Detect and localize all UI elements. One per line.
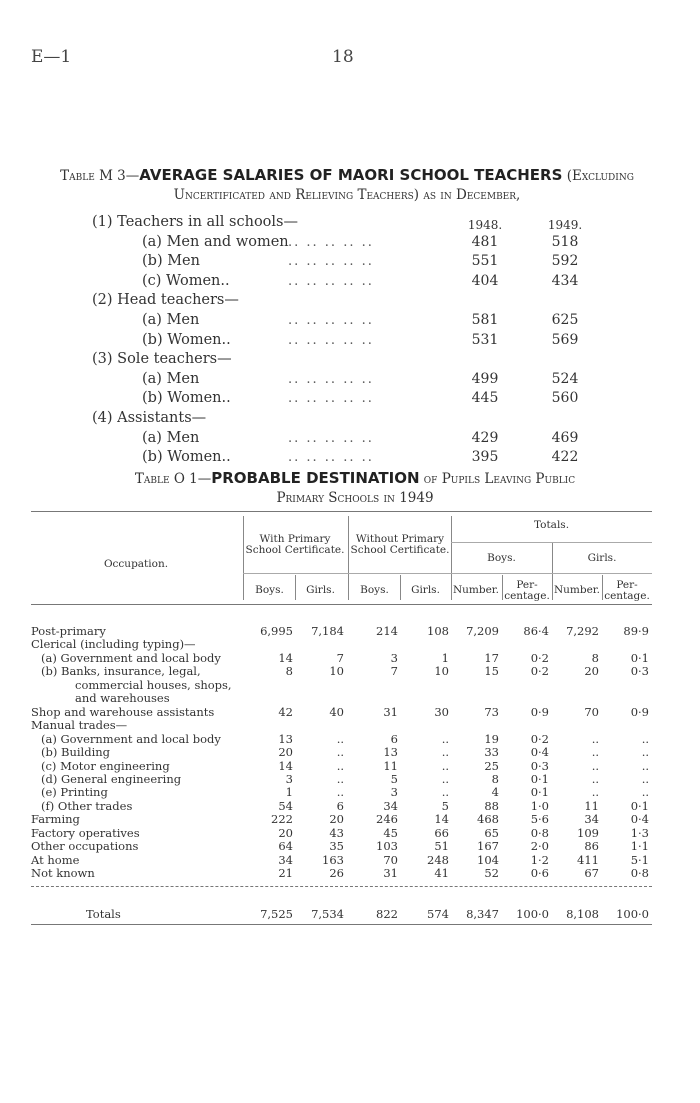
table-bottom-rule bbox=[31, 924, 652, 925]
leader-dots: .. .. .. .. .. bbox=[288, 273, 374, 289]
table-cell: 109 bbox=[577, 825, 599, 840]
table-cell: 6,995 bbox=[260, 624, 293, 638]
table-cell: 5 bbox=[390, 771, 398, 786]
row-label: Other occupations bbox=[31, 839, 139, 854]
value-1948: 481 bbox=[471, 233, 499, 250]
table-cell: 65 bbox=[484, 825, 499, 840]
col-divider bbox=[552, 543, 553, 600]
table-cell: 15 bbox=[484, 664, 499, 679]
table-cell: 0·2 bbox=[530, 731, 549, 746]
header-totals: Totals. bbox=[533, 519, 570, 531]
table-cell: 13 bbox=[278, 731, 293, 746]
table-o1-title: Table O 1—PROBABLE DESTINATION of Pupils Leaving Public Primary Schools in 1949 bbox=[134, 469, 576, 506]
table-cell: 163 bbox=[322, 852, 344, 867]
header-occupation: Occupation. bbox=[103, 558, 169, 570]
table-cell: 0·4 bbox=[530, 745, 549, 760]
row-label: (a) Government and local body bbox=[41, 731, 221, 746]
table-cell: 7 bbox=[390, 664, 398, 679]
group-label: (3) Sole teachers— bbox=[92, 351, 232, 368]
table-cell: 86·4 bbox=[523, 624, 549, 638]
value-1949: 469 bbox=[551, 429, 579, 446]
table-cell: 21 bbox=[278, 866, 293, 881]
table-m3-title: Table M 3—AVERAGE SALARIES OF MAORI SCHOOL TEACHERS (Excluding Uncertificated and Relieving Teachers) as in December, bbox=[60, 166, 634, 203]
table-m3-title-rest1: (Excluding bbox=[566, 168, 634, 184]
table-cell: 248 bbox=[427, 852, 449, 867]
header-with-boys: Boys. bbox=[255, 584, 284, 596]
table-cell: 7,209 bbox=[466, 624, 499, 638]
row-label: Factory operatives bbox=[31, 825, 140, 840]
table-cell: .. bbox=[641, 785, 649, 800]
table-cell: 167 bbox=[477, 839, 499, 854]
table-cell: 468 bbox=[477, 812, 499, 827]
value-1948: 551 bbox=[471, 253, 499, 270]
table-m3-prefix: Table M 3 bbox=[60, 168, 126, 184]
table-cell: .. bbox=[441, 731, 449, 746]
totals-cell: 8,108 bbox=[566, 907, 599, 921]
value-1949: 524 bbox=[551, 370, 579, 387]
table-cell: 5·6 bbox=[530, 812, 549, 827]
table-cell: 70 bbox=[584, 704, 599, 719]
table-cell: 1·2 bbox=[530, 852, 549, 867]
table-cell: 222 bbox=[271, 812, 293, 827]
row-label: (a) Men bbox=[142, 312, 200, 328]
table-cell: .. bbox=[641, 731, 649, 746]
table-cell: 52 bbox=[484, 866, 499, 881]
header-with-cert: With Primary School Certificate. bbox=[245, 533, 345, 556]
col-divider bbox=[348, 516, 349, 600]
value-1948: 429 bbox=[471, 429, 499, 446]
table-cell: 34 bbox=[278, 852, 293, 867]
table-cell: .. bbox=[441, 758, 449, 773]
col-divider bbox=[400, 575, 401, 600]
table-cell: 17 bbox=[484, 650, 499, 665]
table-cell: 20 bbox=[584, 664, 599, 679]
row-label: (e) Printing bbox=[41, 785, 108, 800]
leader-dots: .. .. .. .. .. bbox=[288, 234, 374, 250]
row-label: (c) Women.. bbox=[142, 272, 230, 289]
table-cell: 0·1 bbox=[530, 771, 549, 786]
table-cell: 54 bbox=[278, 798, 293, 813]
row-label: (a) Men bbox=[142, 429, 200, 446]
table-cell: 4 bbox=[491, 785, 499, 800]
table-cell: 14 bbox=[278, 650, 293, 665]
totals-cell: 7,525 bbox=[260, 907, 293, 921]
row-label: (a) Men and women bbox=[142, 233, 289, 250]
table-cell: 0·6 bbox=[530, 866, 549, 881]
table-top-rule bbox=[31, 511, 652, 512]
table-cell: 108 bbox=[427, 624, 449, 638]
table-cell: 14 bbox=[434, 812, 449, 827]
col-divider bbox=[451, 516, 452, 600]
row-label: (d) General engineering bbox=[41, 771, 182, 786]
table-cell: .. bbox=[441, 785, 449, 800]
table-cell: 214 bbox=[376, 624, 398, 638]
table-cell: .. bbox=[641, 758, 649, 773]
row-label: Not known bbox=[31, 866, 95, 881]
totals-cell: 100·0 bbox=[616, 907, 649, 921]
totals-cell: 100·0 bbox=[516, 907, 549, 921]
leader-dots: .. .. .. .. .. bbox=[288, 371, 374, 387]
table-cell: 14 bbox=[278, 758, 293, 773]
table-cell: 3 bbox=[390, 785, 398, 800]
col-divider bbox=[502, 575, 503, 600]
value-1949: 592 bbox=[551, 253, 579, 270]
table-o1-title-rest1: of Pupils Leaving Public bbox=[423, 471, 576, 487]
row-label: (b) Men bbox=[142, 253, 200, 270]
table-cell: .. bbox=[336, 758, 344, 773]
leader-dots: .. .. .. .. .. bbox=[288, 430, 374, 446]
leader-dots: .. .. .. .. .. bbox=[288, 254, 374, 270]
leader-dots: .. .. .. .. .. bbox=[288, 313, 374, 328]
table-cell: 6 bbox=[390, 731, 398, 746]
table-cell: 5·1 bbox=[630, 852, 649, 867]
value-1949: 625 bbox=[551, 312, 579, 328]
table-o1-title-bold: PROBABLE DESTINATION bbox=[211, 469, 420, 487]
header-girls-percentage: Per-centage. bbox=[604, 579, 650, 602]
table-cell: 11 bbox=[383, 758, 398, 773]
value-1949: 560 bbox=[551, 390, 579, 407]
table-cell: 40 bbox=[329, 704, 344, 719]
totals-cell: 8,347 bbox=[466, 907, 499, 921]
value-1948: 445 bbox=[471, 390, 499, 407]
table-cell: .. bbox=[336, 771, 344, 786]
totals-rule bbox=[31, 886, 652, 887]
table-cell: 411 bbox=[577, 852, 599, 867]
table-cell: 0·3 bbox=[630, 664, 649, 679]
table-m3-title-rest2: Uncertificated and Relieving Teachers) as in December, bbox=[173, 187, 521, 203]
value-1949: 569 bbox=[551, 331, 579, 348]
table-cell: 0·9 bbox=[530, 704, 549, 719]
table-cell: 43 bbox=[329, 825, 344, 840]
table-cell: 0·2 bbox=[530, 664, 549, 679]
row-label: (f) Other trades bbox=[41, 798, 133, 813]
value-1949: 422 bbox=[551, 449, 579, 466]
table-cell: 51 bbox=[434, 839, 449, 854]
table-cell: 103 bbox=[376, 839, 398, 854]
row-label: (b) Banks, insurance, legal, bbox=[41, 664, 201, 679]
table-cell: 66 bbox=[434, 825, 449, 840]
row-label: Shop and warehouse assistants bbox=[31, 704, 215, 719]
table-cell: 45 bbox=[383, 825, 398, 840]
table-cell: 7,292 bbox=[566, 624, 599, 638]
row-label: (a) Men bbox=[142, 370, 200, 387]
table-cell: 10 bbox=[329, 664, 344, 679]
page-ref: E—1 bbox=[31, 47, 72, 67]
table-cell: 31 bbox=[383, 704, 398, 719]
table-cell: 70 bbox=[383, 852, 398, 867]
table-cell: 30 bbox=[434, 704, 449, 719]
table-cell: 13 bbox=[383, 745, 398, 760]
value-1948: 499 bbox=[471, 370, 499, 387]
table-cell: 41 bbox=[434, 866, 449, 881]
year-1949-header: 1949. bbox=[547, 218, 583, 232]
sub-header-rule bbox=[243, 573, 652, 574]
table-cell: 64 bbox=[278, 839, 293, 854]
table-cell: .. bbox=[591, 745, 599, 760]
value-1948: 395 bbox=[471, 449, 499, 466]
table-cell: 0·1 bbox=[630, 798, 649, 813]
header-totals-girls: Girls. bbox=[587, 552, 617, 564]
row-label: (c) Motor engineering bbox=[41, 758, 170, 773]
totals-sub-rule bbox=[451, 542, 652, 543]
header-bottom-rule bbox=[31, 604, 652, 605]
table-cell: 0·3 bbox=[530, 758, 549, 773]
table-cell: 20 bbox=[278, 825, 293, 840]
table-cell: 33 bbox=[484, 745, 499, 760]
value-1948: 581 bbox=[471, 312, 499, 328]
table-cell: 7,184 bbox=[311, 624, 344, 638]
row-label: Post-primary bbox=[31, 624, 106, 638]
table-cell: 1 bbox=[285, 785, 293, 800]
value-1949: 434 bbox=[551, 272, 579, 289]
table-cell: 7 bbox=[336, 650, 344, 665]
table-cell: .. bbox=[591, 771, 599, 786]
leader-dots: .. .. .. .. .. bbox=[288, 391, 374, 407]
table-cell: 1·0 bbox=[530, 798, 549, 813]
table-cell: .. bbox=[336, 785, 344, 800]
row-label: (b) Women.. bbox=[142, 449, 231, 466]
header-girls-number: Number. bbox=[553, 584, 601, 596]
row-label: Farming bbox=[31, 812, 80, 827]
table-o1-prefix: Table O 1 bbox=[134, 471, 198, 487]
table-cell: 34 bbox=[383, 798, 398, 813]
table-cell: 0·8 bbox=[530, 825, 549, 840]
row-label: and warehouses bbox=[75, 691, 170, 706]
table-cell: .. bbox=[591, 785, 599, 800]
table-cell: 73 bbox=[484, 704, 499, 719]
table-cell: 0·1 bbox=[630, 650, 649, 665]
value-1948: 531 bbox=[471, 331, 499, 348]
table-cell: 20 bbox=[278, 745, 293, 760]
col-divider bbox=[243, 516, 244, 600]
col-divider bbox=[602, 575, 603, 600]
table-cell: .. bbox=[591, 758, 599, 773]
group-label: (4) Assistants— bbox=[92, 410, 207, 426]
table-cell: 8 bbox=[591, 650, 599, 665]
table-cell: 34 bbox=[584, 812, 599, 827]
table-cell: 35 bbox=[329, 839, 344, 854]
group-label: (2) Head teachers— bbox=[92, 292, 239, 309]
row-label: Manual trades— bbox=[31, 718, 128, 733]
header-boys-number: Number. bbox=[452, 584, 500, 596]
row-label: (a) Government and local body bbox=[41, 650, 221, 665]
table-cell: 3 bbox=[390, 650, 398, 665]
table-cell: 88 bbox=[484, 798, 499, 813]
totals-cell: 574 bbox=[427, 907, 449, 921]
table-cell: 10 bbox=[434, 664, 449, 679]
table-cell: .. bbox=[441, 771, 449, 786]
table-cell: 0·1 bbox=[530, 785, 549, 800]
table-cell: .. bbox=[591, 731, 599, 746]
table-cell: 11 bbox=[584, 798, 599, 813]
row-label: (b) Women.. bbox=[142, 331, 231, 348]
header-boys-percentage: Per-centage. bbox=[504, 579, 550, 602]
page-number: 18 bbox=[332, 47, 354, 67]
table-cell: .. bbox=[641, 771, 649, 786]
header-without-cert: Without Primary School Certificate. bbox=[350, 533, 450, 556]
header-totals-boys: Boys. bbox=[487, 552, 516, 564]
row-label: Clerical (including typing)— bbox=[31, 637, 196, 652]
row-label: (b) Building bbox=[41, 745, 111, 760]
table-cell: 0·8 bbox=[630, 866, 649, 881]
table-cell: .. bbox=[336, 745, 344, 760]
table-cell: 6 bbox=[336, 798, 344, 813]
leader-dots: .. .. .. .. .. bbox=[288, 332, 374, 348]
table-cell: 0·4 bbox=[630, 812, 649, 827]
table-cell: 89·9 bbox=[623, 624, 649, 638]
table-cell: 42 bbox=[278, 704, 293, 719]
table-cell: 246 bbox=[376, 812, 398, 827]
table-cell: 0·2 bbox=[530, 650, 549, 665]
table-cell: 0·9 bbox=[630, 704, 649, 719]
table-cell: 67 bbox=[584, 866, 599, 881]
totals-cell: 7,534 bbox=[311, 907, 344, 921]
row-label: At home bbox=[31, 852, 80, 867]
table-cell: 1 bbox=[441, 650, 449, 665]
table-cell: .. bbox=[441, 745, 449, 760]
table-cell: 104 bbox=[477, 852, 499, 867]
table-cell: 31 bbox=[383, 866, 398, 881]
table-cell: 2·0 bbox=[530, 839, 549, 854]
value-1949: 518 bbox=[551, 233, 579, 250]
table-m3-title-bold: AVERAGE SALARIES OF MAORI SCHOOL TEACHERS bbox=[139, 166, 563, 184]
table-cell: 20 bbox=[329, 812, 344, 827]
table-cell: 86 bbox=[584, 839, 599, 854]
col-divider bbox=[295, 575, 296, 600]
table-cell: 5 bbox=[441, 798, 449, 813]
group-label: (1) Teachers in all schools— bbox=[92, 214, 298, 230]
header-with-girls: Girls. bbox=[306, 584, 335, 596]
table-cell: .. bbox=[336, 731, 344, 746]
table-cell: 26 bbox=[329, 866, 344, 881]
totals-cell: 822 bbox=[376, 907, 398, 921]
year-1948-header: 1948. bbox=[467, 218, 503, 232]
header-without-girls: Girls. bbox=[411, 584, 440, 596]
table-cell: 3 bbox=[285, 771, 293, 786]
value-1948: 404 bbox=[471, 272, 499, 289]
header-without-boys: Boys. bbox=[360, 584, 389, 596]
table-cell: 1·3 bbox=[630, 825, 649, 840]
totals-label: Totals bbox=[86, 907, 121, 921]
table-cell: .. bbox=[641, 745, 649, 760]
table-cell: 8 bbox=[285, 664, 293, 679]
row-label: commercial houses, shops, bbox=[75, 677, 232, 692]
table-cell: 19 bbox=[484, 731, 499, 746]
table-cell: 8 bbox=[491, 771, 499, 786]
table-cell: 1·1 bbox=[630, 839, 649, 854]
table-cell: 25 bbox=[484, 758, 499, 773]
table-o1-title-rest2: Primary Schools in 1949 bbox=[276, 490, 434, 506]
row-label: (b) Women.. bbox=[142, 390, 231, 407]
leader-dots: .. .. .. .. .. bbox=[288, 450, 374, 466]
